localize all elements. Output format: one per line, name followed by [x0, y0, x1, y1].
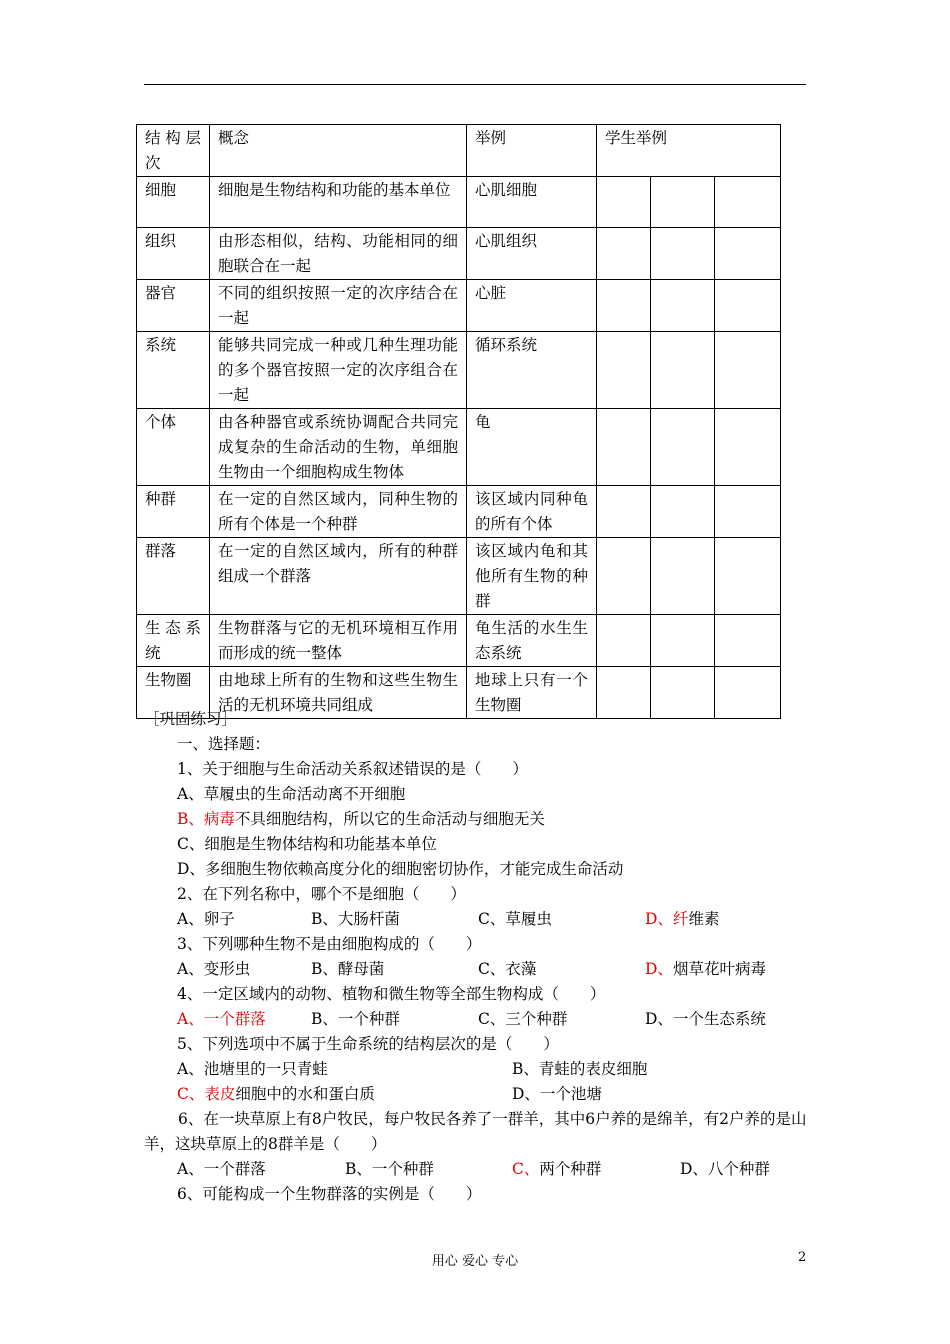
student-cell[interactable]	[715, 409, 781, 486]
cell-level: 系统	[137, 332, 210, 409]
answer-mark: C、	[512, 1160, 540, 1178]
student-cell[interactable]	[597, 667, 651, 719]
student-cell[interactable]	[715, 667, 781, 719]
q4-stem: 4、一定区域内的动物、植物和微生物等全部生物构成（ ）	[177, 985, 606, 1003]
cell-example: 心肌组织	[467, 228, 597, 280]
student-cell[interactable]	[597, 280, 651, 332]
cell-level: 器官	[137, 280, 210, 332]
q3-option-c: C、衣藻	[478, 960, 537, 978]
cell-concept: 由各种器官或系统协调配合共同完成复杂的生命活动的生物，单细胞生物由一个细胞构成生物体	[210, 409, 467, 486]
q1-option-c: C、细胞是生物体结构和功能基本单位	[177, 835, 437, 853]
cell-example: 心脏	[467, 280, 597, 332]
table-row	[137, 486, 781, 538]
header-example: 举例	[467, 125, 597, 177]
student-cell[interactable]	[651, 667, 715, 719]
table-row	[137, 280, 781, 332]
q3-stem: 3、下列哪种生物不是由细胞构成的（ ）	[177, 935, 482, 953]
answer-mark: B、病毒	[177, 810, 235, 828]
cell-example: 龟	[467, 409, 597, 486]
cell-concept: 能够共同完成一种或几种生理功能的多个器官按照一定的次序组合在一起	[210, 332, 467, 409]
cell-concept: 在一定的自然区域内，同种生物的所有个体是一个种群	[210, 486, 467, 538]
student-cell[interactable]	[597, 177, 651, 228]
structure-level-table	[136, 124, 781, 719]
q4-option-d: D、一个生态系统	[645, 1010, 766, 1028]
cell-example: 循环系统	[467, 332, 597, 409]
cell-level: 组织	[137, 228, 210, 280]
cell-level: 生物圈	[137, 667, 210, 719]
cell-level: 生态系统	[137, 615, 210, 667]
header-concept: 概念	[210, 125, 467, 177]
q6-stem: 6、在一块草原上有8户牧民，每户牧民各养了一群羊，其中6户养的是绵羊，有2户养的是山羊，这块草原上的8群羊是（ ）	[144, 1110, 807, 1153]
answer-mark: D、	[645, 960, 673, 978]
answer-mark: C、表皮	[177, 1085, 236, 1103]
student-cell[interactable]	[651, 332, 715, 409]
subsection-title: 一、选择题：	[177, 735, 271, 753]
student-cell[interactable]	[597, 538, 651, 615]
student-cell[interactable]	[597, 228, 651, 280]
cell-concept: 在一定的自然区域内，所有的种群组成一个群落	[210, 538, 467, 615]
student-cell[interactable]	[715, 538, 781, 615]
table-row	[137, 615, 781, 667]
cell-example: 该区域内龟和其他所有生物的种群	[467, 538, 597, 615]
cell-level: 细胞	[137, 177, 210, 228]
table-row	[137, 538, 781, 615]
q4-option-b: B、一个种群	[311, 1010, 400, 1028]
cell-concept: 由形态相似，结构、功能相同的细胞联合在一起	[210, 228, 467, 280]
cell-concept: 不同的组织按照一定的次序结合在一起	[210, 280, 467, 332]
q6-option-b: B、一个种群	[345, 1160, 434, 1178]
q1-option-a: A、草履虫的生命活动离不开细胞	[177, 785, 406, 803]
q6-option-c: C、两个种群	[512, 1160, 602, 1178]
student-cell[interactable]	[597, 409, 651, 486]
q1-option-b: B、病毒不具细胞结构，所以它的生命活动与细胞无关	[177, 810, 545, 828]
q2-option-c: C、草履虫	[478, 910, 552, 928]
q2-option-b: B、大肠杆菌	[311, 910, 400, 928]
q5-stem: 5、下列选项中不属于生命系统的结构层次的是（ ）	[177, 1035, 559, 1053]
cell-concept: 细胞是生物结构和功能的基本单位	[210, 177, 467, 228]
q4-option-c: C、三个种群	[478, 1010, 568, 1028]
student-cell[interactable]	[651, 615, 715, 667]
student-cell[interactable]	[651, 409, 715, 486]
student-cell[interactable]	[715, 228, 781, 280]
header-student-example: 学生举例	[597, 125, 781, 177]
q6-option-d: D、八个种群	[680, 1160, 770, 1178]
cell-example: 该区域内同种龟的所有个体	[467, 486, 597, 538]
q4-option-a: A、一个群落	[177, 1010, 266, 1028]
table-header-row	[137, 125, 781, 177]
student-cell[interactable]	[715, 615, 781, 667]
cell-level: 个体	[137, 409, 210, 486]
q7-stem: 6、可能构成一个生物群落的实例是（ ）	[177, 1185, 482, 1203]
student-cell[interactable]	[651, 177, 715, 228]
page-number: 2	[798, 1250, 807, 1265]
q3-option-d: D、烟草花叶病毒	[645, 960, 766, 978]
cell-concept: 由地球上所有的生物和这些生物生活的无机环境共同组成	[210, 667, 467, 719]
q5-option-c: C、表皮细胞中的水和蛋白质	[177, 1085, 375, 1103]
q5-option-b: B、青蛙的表皮细胞	[512, 1060, 648, 1078]
answer-mark: D、纤	[645, 910, 689, 928]
table-row	[137, 228, 781, 280]
cell-level: 种群	[137, 486, 210, 538]
student-cell[interactable]	[597, 615, 651, 667]
table-row	[137, 409, 781, 486]
section-title: ［巩固练习］	[144, 710, 238, 728]
q2-stem: 2、在下列名称中，哪个不是细胞（ ）	[177, 885, 466, 903]
q1-stem: 1、关于细胞与生命活动关系叙述错误的是（ ）	[177, 760, 528, 778]
q2-option-d: D、纤维素	[645, 910, 720, 928]
header-rule	[144, 84, 806, 85]
q5-option-a: A、池塘里的一只青蛙	[177, 1060, 328, 1078]
student-cell[interactable]	[715, 177, 781, 228]
student-cell[interactable]	[651, 538, 715, 615]
cell-level: 群落	[137, 538, 210, 615]
student-cell[interactable]	[715, 280, 781, 332]
q1-option-d: D、多细胞生物依赖高度分化的细胞密切协作，才能完成生命活动	[177, 860, 624, 878]
table-row	[137, 332, 781, 409]
q2-option-a: A、卵子	[177, 910, 235, 928]
student-cell[interactable]	[597, 332, 651, 409]
header-level: 结构层次	[137, 125, 210, 177]
cell-concept: 生物群落与它的无机环境相互作用而形成的统一整体	[210, 615, 467, 667]
q3-option-a: A、变形虫	[177, 960, 251, 978]
cell-example: 地球上只有一个生物圈	[467, 667, 597, 719]
student-cell[interactable]	[715, 332, 781, 409]
student-cell[interactable]	[651, 228, 715, 280]
page-footer: 用心 爱心 专心	[431, 1254, 519, 1269]
q3-option-b: B、酵母菌	[311, 960, 385, 978]
cell-example: 龟生活的水生生态系统	[467, 615, 597, 667]
student-cell[interactable]	[651, 486, 715, 538]
table-row	[137, 177, 781, 228]
q6-option-a: A、一个群落	[177, 1160, 266, 1178]
student-cell[interactable]	[651, 280, 715, 332]
q5-option-d: D、一个池塘	[512, 1085, 602, 1103]
cell-example: 心肌细胞	[467, 177, 597, 228]
student-cell[interactable]	[715, 486, 781, 538]
student-cell[interactable]	[597, 486, 651, 538]
